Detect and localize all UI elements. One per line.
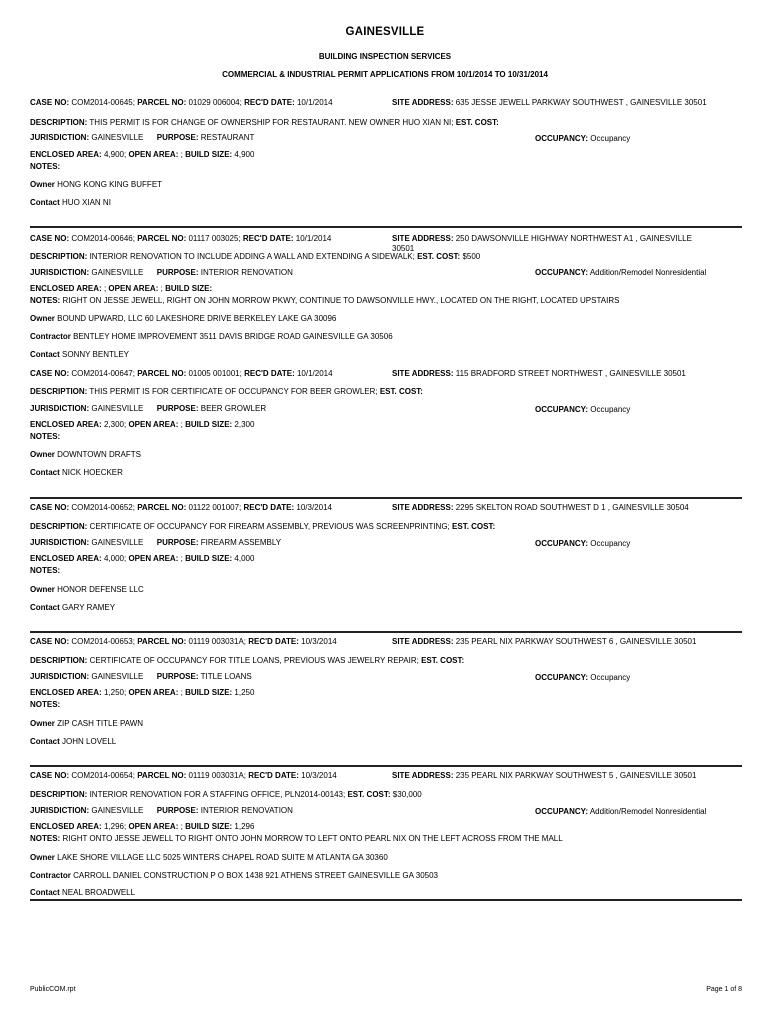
jurisdiction: GAINESVILLE [91, 806, 144, 815]
owner-line: Owner BOUND UPWARD, LLC 60 LAKESHORE DRIVE BERKELEY LAKE GA 30096 [30, 314, 337, 323]
case-line: CASE NO: COM2014-00652; PARCEL NO: 01122 001007; REC'D DATE: 10/3/2014 [30, 503, 332, 512]
parcel-number: 01119 003031A; [188, 637, 247, 646]
case-line: CASE NO: COM2014-00646; PARCEL NO: 01117 003025; REC'D DATE: 10/1/2014 [30, 234, 332, 243]
case-number: COM2014-00654; [71, 771, 135, 780]
est-cost: $30,000 [392, 790, 422, 799]
area-line: ENCLOSED AREA: 4,000; OPEN AREA: ; BUILD SIZE: 4,000 [30, 554, 255, 563]
owner-line: Owner LAKE SHORE VILLAGE LLC 5025 WINTERS CHAPEL ROAD SUITE M ATLANTA GA 30360 [30, 853, 388, 862]
contact-line: Contact JOHN LOVELL [30, 737, 117, 746]
received-date: 10/1/2014 [295, 234, 332, 243]
jurisdiction: GAINESVILLE [91, 538, 144, 547]
notes-line: NOTES: [30, 162, 61, 171]
parcel-number: 01005 001001; [188, 369, 242, 378]
site-address: SITE ADDRESS: 2295 SKELTON ROAD SOUTHWEST D 1 , GAINESVILLE 30504 [392, 503, 689, 512]
received-date: 10/3/2014 [301, 771, 337, 780]
description-line: DESCRIPTION: INTERIOR RENOVATION FOR A STAFFING OFFICE, PLN2014-00143; EST. COST: $30,000 [30, 790, 422, 799]
case-line: CASE NO: COM2014-00645; PARCEL NO: 01029 006004; REC'D DATE: 10/1/2014 [30, 98, 333, 107]
description-line: DESCRIPTION: THIS PERMIT IS FOR CERTIFICATE OF OCCUPANCY FOR BEER GROWLER; EST. COST: [30, 387, 423, 396]
occupancy: OCCUPANCY: Occupancy [535, 539, 631, 548]
owner-line: Owner HONOR DEFENSE LLC [30, 585, 144, 594]
received-date: 10/3/2014 [296, 503, 332, 512]
purpose: RESTAURANT [200, 133, 255, 142]
received-date: 10/1/2014 [296, 369, 333, 378]
occupancy: OCCUPANCY: Addition/Remodel Nonresidential [535, 807, 707, 816]
jurisdiction: GAINESVILLE [91, 672, 144, 681]
jurisdiction: GAINESVILLE [91, 268, 144, 277]
case-line: CASE NO: COM2014-00653; PARCEL NO: 01119 003031A; REC'D DATE: 10/3/2014 [30, 637, 337, 646]
record-divider [30, 765, 742, 767]
department-name: BUILDING INSPECTION SERVICES [318, 52, 452, 61]
notes-line: NOTES: [30, 700, 61, 709]
site-address: SITE ADDRESS: 115 BRADFORD STREET NORTHWEST , GAINESVILLE 30501 [392, 369, 686, 378]
owner-line: Owner DOWNTOWN DRAFTS [30, 450, 141, 459]
occupancy: OCCUPANCY: Occupancy [535, 673, 631, 682]
owner-line: Owner HONG KONG KING BUFFET [30, 180, 163, 189]
description: INTERIOR RENOVATION FOR A STAFFING OFFICE, PLN2014-00143; [89, 790, 346, 799]
jurisdiction-line: JURISDICTION: GAINESVILLE PURPOSE: FIREARM ASSEMBLY [30, 538, 282, 547]
page-number: Page 1 of 8 [706, 986, 742, 993]
contact-line: Contact HUO XIAN NI [30, 198, 111, 207]
contact-line: Contact NEAL BROADWELL [30, 888, 136, 897]
notes-line: NOTES: [30, 432, 61, 441]
occupancy: OCCUPANCY: Addition/Remodel Nonresidential [535, 268, 707, 277]
case-number: COM2014-00652; [71, 503, 135, 512]
notes-line: NOTES: RIGHT ONTO JESSE JEWELL TO RIGHT ONTO JOHN MORROW TO LEFT ONTO PEARL NIX ON THE LEFT ACROSS FROM THE MALL [30, 834, 563, 843]
purpose: FIREARM ASSEMBLY [200, 538, 282, 547]
notes-line: NOTES: RIGHT ON JESSE JEWELL, RIGHT ON JOHN MORROW PKWY, CONTINUE TO DAWSONVILLE HWY., LOCATED ON THE RIGHT, LOCATED UPSTAIRS [30, 296, 620, 305]
parcel-number: 01122 001007; [188, 503, 242, 512]
parcel-number: 01117 003025; [188, 234, 241, 243]
case-number: COM2014-00645; [71, 98, 135, 107]
jurisdiction-line: JURISDICTION: GAINESVILLE PURPOSE: TITLE LOANS [30, 672, 252, 681]
purpose: INTERIOR RENOVATION [200, 268, 293, 277]
site-address: SITE ADDRESS: 250 DAWSONVILLE HIGHWAY NORTHWEST A1 , GAINESVILLE 30501 [392, 234, 692, 253]
page-title: GAINESVILLE [345, 26, 425, 38]
received-date: 10/3/2014 [301, 637, 337, 646]
area-line: ENCLOSED AREA: 1,250; OPEN AREA: ; BUILD SIZE: 1,250 [30, 688, 255, 697]
case-number: COM2014-00647; [71, 369, 135, 378]
contact-line: Contact SONNY BENTLEY [30, 350, 129, 359]
received-date: 10/1/2014 [296, 98, 333, 107]
est-cost: $500 [462, 252, 481, 261]
occupancy: OCCUPANCY: Occupancy [535, 134, 631, 143]
purpose: INTERIOR RENOVATION [200, 806, 293, 815]
case-line: CASE NO: COM2014-00654; PARCEL NO: 01119 003031A; REC'D DATE: 10/3/2014 [30, 771, 337, 780]
owner-line: Owner ZIP CASH TITLE PAWN [30, 719, 144, 728]
description: THIS PERMIT IS FOR CHANGE OF OWNERSHIP FOR RESTAURANT. NEW OWNER HUO XIAN NI; [89, 118, 454, 127]
description-line: DESCRIPTION: INTERIOR RENOVATION TO INCLUDE ADDING A WALL AND EXTENDING A SIDEWALK; EST. COST: $500 [30, 252, 481, 261]
description-line: DESCRIPTION: THIS PERMIT IS FOR CHANGE OF OWNERSHIP FOR RESTAURANT. NEW OWNER HUO XIAN NI; EST. COST: [30, 118, 499, 127]
site-address: SITE ADDRESS: 235 PEARL NIX PARKWAY SOUTHWEST 6 , GAINESVILLE 30501 [392, 637, 697, 646]
description: THIS PERMIT IS FOR CERTIFICATE OF OCCUPANCY FOR BEER GROWLER; [89, 387, 378, 396]
site-address: SITE ADDRESS: 635 JESSE JEWELL PARKWAY SOUTHWEST , GAINESVILLE 30501 [392, 98, 707, 107]
contractor-line: Contractor CARROLL DANIEL CONSTRUCTION P O BOX 1438 921 ATHENS STREET GAINESVILLE GA 30503 [30, 871, 438, 880]
notes-line: NOTES: [30, 566, 61, 575]
parcel-number: 01029 006004; [188, 98, 242, 107]
case-line: CASE NO: COM2014-00647; PARCEL NO: 01005 001001; REC'D DATE: 10/1/2014 [30, 369, 333, 378]
description-line: DESCRIPTION: CERTIFICATE OF OCCUPANCY FOR FIREARM ASSEMBLY, PREVIOUS WAS SCREENPRINTING; EST. COST: [30, 522, 496, 531]
description-line: DESCRIPTION: CERTIFICATE OF OCCUPANCY FOR TITLE LOANS, PREVIOUS WAS JEWELRY REPAIR; EST. COST: [30, 656, 465, 665]
jurisdiction: GAINESVILLE [91, 404, 144, 413]
occupancy: OCCUPANCY: Occupancy [535, 405, 631, 414]
site-address: SITE ADDRESS: 235 PEARL NIX PARKWAY SOUTHWEST 5 , GAINESVILLE 30501 [392, 771, 697, 780]
case-number: COM2014-00646; [71, 234, 135, 243]
area-line: ENCLOSED AREA: 4,900; OPEN AREA: ; BUILD SIZE: 4,900 [30, 150, 255, 159]
description: CERTIFICATE OF OCCUPANCY FOR TITLE LOANS, PREVIOUS WAS JEWELRY REPAIR; [89, 656, 419, 665]
area-line: ENCLOSED AREA: ; OPEN AREA: ; BUILD SIZE: [30, 284, 213, 293]
jurisdiction-line: JURISDICTION: GAINESVILLE PURPOSE: INTERIOR RENOVATION [30, 806, 293, 815]
purpose: TITLE LOANS [200, 672, 252, 681]
jurisdiction-line: JURISDICTION: GAINESVILLE PURPOSE: BEER GROWLER [30, 404, 267, 413]
report-header [0, 26, 770, 40]
report-file-name: PublicCOM.rpt [30, 986, 76, 993]
jurisdiction-line: JURISDICTION: GAINESVILLE PURPOSE: INTERIOR RENOVATION [30, 268, 293, 277]
area-line: ENCLOSED AREA: 2,300; OPEN AREA: ; BUILD SIZE: 2,300 [30, 420, 255, 429]
record-divider [30, 631, 742, 633]
jurisdiction: GAINESVILLE [91, 133, 144, 142]
contractor-line: Contractor BENTLEY HOME IMPROVEMENT 3511 DAVIS BRIDGE ROAD GAINESVILLE GA 30506 [30, 332, 393, 341]
description: INTERIOR RENOVATION TO INCLUDE ADDING A WALL AND EXTENDING A SIDEWALK; [89, 252, 415, 261]
purpose: BEER GROWLER [200, 404, 267, 413]
description: CERTIFICATE OF OCCUPANCY FOR FIREARM ASSEMBLY, PREVIOUS WAS SCREENPRINTING; [89, 522, 450, 531]
area-line: ENCLOSED AREA: 1,296; OPEN AREA: ; BUILD SIZE: 1,296 [30, 822, 255, 831]
contact-line: Contact NICK HOECKER [30, 468, 123, 477]
parcel-number: 01119 003031A; [188, 771, 247, 780]
record-divider [30, 497, 742, 499]
record-divider [30, 226, 742, 228]
record-divider [30, 899, 742, 901]
report-range: COMMERCIAL & INDUSTRIAL PERMIT APPLICATIONS FROM 10/1/2014 TO 10/31/2014 [222, 70, 548, 79]
jurisdiction-line: JURISDICTION: GAINESVILLE PURPOSE: RESTAURANT [30, 133, 255, 142]
contact-line: Contact GARY RAMEY [30, 603, 116, 612]
case-number: COM2014-00653; [71, 637, 135, 646]
